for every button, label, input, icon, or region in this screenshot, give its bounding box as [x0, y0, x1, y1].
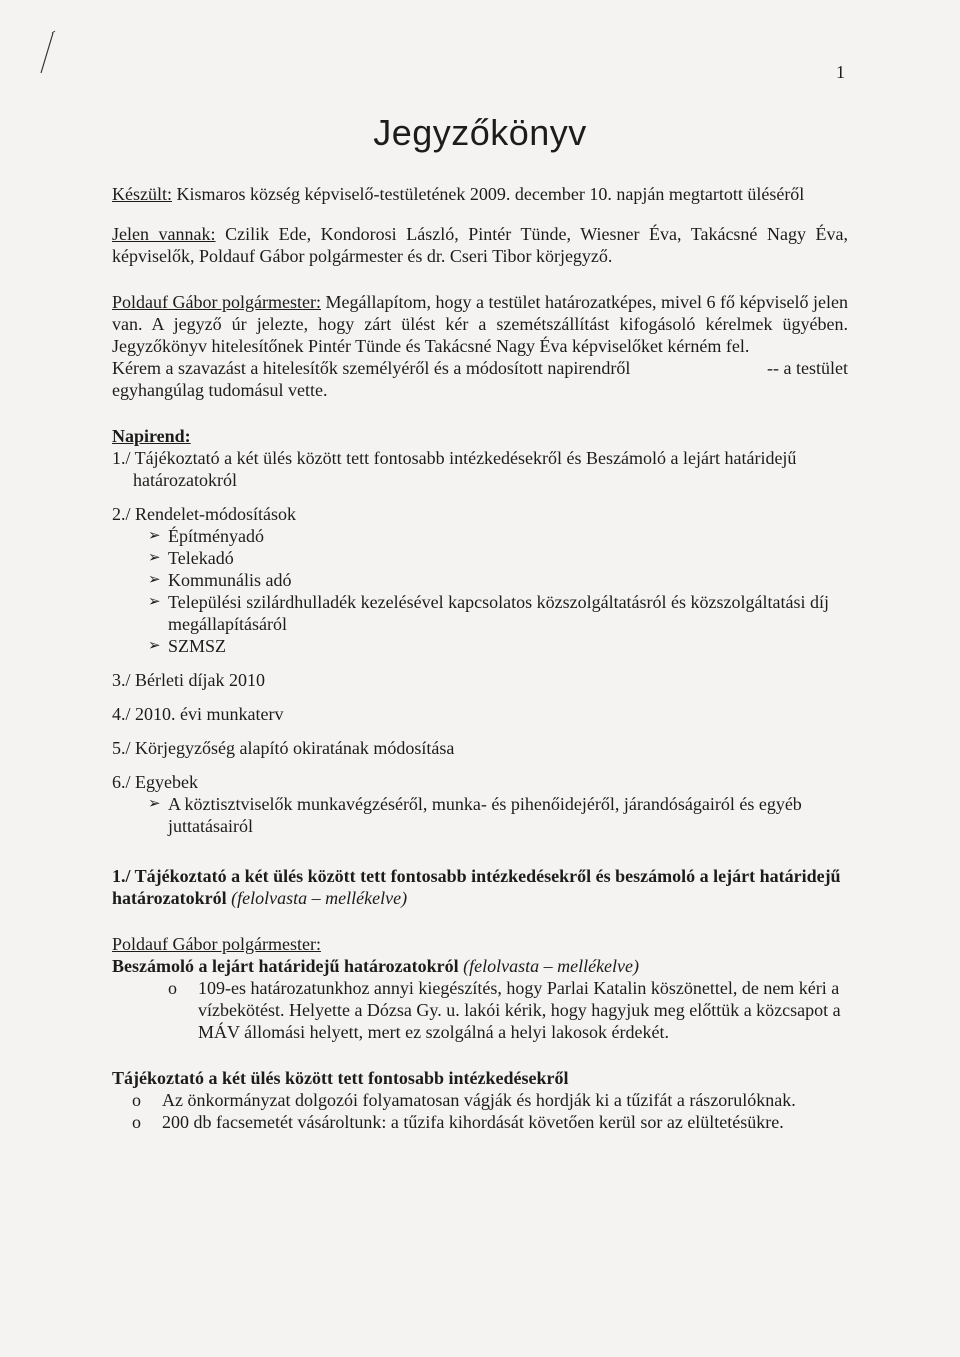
circle-bullet-icon: o [132, 1090, 141, 1110]
vote-text: Kérem a szavazást a hitelesítők személyéről és a módosított napirendről [112, 358, 631, 378]
list-item: o 200 db facsemetét vásároltunk: a tűzifa kihordását követően kerül sor az elültetésükre. [132, 1112, 784, 1132]
agenda-item-5: 5./ Körjegyzőség alapító okiratának módosítása [112, 738, 455, 758]
agenda-heading: Napirend: [112, 426, 191, 446]
arrow-bullet-icon: ➢ [148, 572, 161, 588]
list-item: ➢ Települési szilárdhulladék kezelésével kapcsolatos közszolgáltatásról és közszolgáltatási díj megállapításáról [148, 592, 830, 634]
list-item: ➢ Kommunális adó [148, 570, 292, 590]
document-title: Jegyzőkönyv [373, 112, 587, 153]
circle-bullet-icon: o [168, 978, 177, 998]
vote-result: -- a testület [767, 358, 848, 378]
keszult-label: Készült: [112, 184, 172, 204]
info-heading: Tájékoztató a két ülés között tett fontosabb intézkedésekről [112, 1068, 569, 1088]
page-number: 1 [836, 62, 845, 82]
circle-bullet-icon: o [132, 1112, 141, 1132]
section-1-heading: 1./ Tájékoztató a két ülés között tett fontosabb intézkedésekről és beszámoló a lejárt határidejű határozatokról (felolvasta – mellékelve) [112, 866, 841, 908]
agenda-item-6: 6./ Egyebek [112, 772, 198, 792]
arrow-bullet-icon: ➢ [148, 638, 161, 654]
agenda-item-2: 2./ Rendelet-módosítások [112, 504, 296, 524]
keszult-text: Kismaros község képviselő-testületének 2009. december 10. napján megtartott üléséről [172, 184, 805, 204]
report-heading: Beszámoló a lejárt határidejű határozatokról (felolvasta – mellékelve) [112, 956, 640, 976]
agenda-item-1: 1./ Tájékoztató a két ülés között tett fontosabb intézkedésekről és Beszámoló a lejárt határidejű határozatokról [112, 448, 797, 490]
vote-line [112, 357, 848, 379]
list-item: ➢ A köztisztviselők munkavégzéséről, munka- és pihenőidejéről, járandóságairól és egyéb juttatásairól [148, 794, 802, 836]
arrow-bullet-icon: ➢ [148, 594, 161, 610]
list-item: o 109-es határozatunkhoz annyi kiegészítés, hogy Parlai Katalin köszönettel, de nem kéri a vízbekötést. Helyette a Dózsa Gy. u. lakói kérik, hogy hagyjuk meg előttük a közcsapot a MÁV állomási helyett, mert ez szolgálná a helyi lakosok érdekét. [168, 978, 841, 1042]
agenda-item-6-sublist [112, 793, 848, 837]
keszult-paragraph [112, 183, 848, 205]
agenda-item-3: 3./ Bérleti díjak 2010 [112, 670, 265, 690]
agenda-item-2-sublist [112, 525, 848, 657]
opening-speaker: Poldauf Gábor polgármester: [112, 292, 321, 312]
opening-text: Megállapítom, hogy a testület határozatképes, mivel 6 fő képviselő jelen van. A jegyző úr jelezte, hogy zárt ülést kér a szemétszállítást kifogásoló kérelmek ügyében. Jegyzőkönyv hitelesítőnek Pintér Tünde és Takácsné Nagy Éva képviselőket kérném fel. [112, 292, 848, 356]
info-list [112, 1089, 848, 1133]
agenda-item-4: 4./ 2010. évi munkaterv [112, 704, 284, 724]
report-list [112, 977, 848, 1043]
arrow-bullet-icon: ➢ [148, 796, 161, 812]
list-item: ➢ Építményadó [148, 526, 264, 546]
list-item: ➢ Telekadó [148, 548, 234, 568]
section-1-speaker: Poldauf Gábor polgármester: [112, 934, 321, 954]
list-item: ➢ SZMSZ [148, 636, 227, 656]
vote-conclusion: egyhangúlag tudomásul vette. [112, 380, 328, 400]
arrow-bullet-icon: ➢ [148, 528, 161, 544]
opening-paragraph [112, 291, 848, 357]
list-item: o Az önkormányzat dolgozói folyamatosan vágják és hordják ki a tűzifát a rászorulóknak. [132, 1090, 796, 1110]
attendees-paragraph [112, 223, 848, 267]
attendees-label: Jelen vannak: [112, 224, 216, 244]
document-body [112, 183, 848, 1133]
arrow-bullet-icon: ➢ [148, 550, 161, 566]
attendees-text: Czilik Ede, Kondorosi László, Pintér Tünde, Wiesner Éva, Takácsné Nagy Éva, képviselők, Poldauf Gábor polgármester és dr. Cseri Tibor körjegyző. [112, 224, 849, 266]
pen-stroke-mark [36, 30, 56, 76]
